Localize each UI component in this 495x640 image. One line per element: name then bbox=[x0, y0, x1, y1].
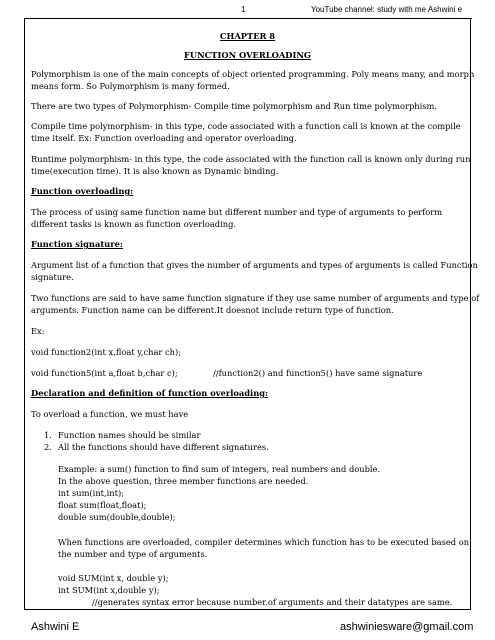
paragraph-line: Ex: bbox=[31, 326, 45, 336]
paragraph-line: time(execution time). It is also known as Dynamic binding. bbox=[31, 166, 279, 176]
paragraph-line: means form. So Polymorphism is many formed. bbox=[31, 81, 230, 91]
list-item: All the functions should have different signatures. bbox=[58, 442, 269, 452]
page-number: 1 bbox=[241, 5, 246, 14]
paragraph-line: There are two types of Polymorphism- Compile time polymorphism and Run time polymorphism. bbox=[31, 101, 438, 111]
example-line: Example: a sum() function to find sum of integers, real numbers and double. bbox=[58, 464, 381, 474]
paragraph-line: signature. bbox=[31, 272, 74, 282]
paragraph-line: different tasks is known as function overloading. bbox=[31, 219, 237, 229]
footer-email: ashwiniesware@gmail.com bbox=[340, 621, 474, 633]
paragraph-line: The process of using same function name but different number and type of arguments to perform bbox=[31, 207, 443, 217]
paragraph-line: Compile time polymorphism- in this type, code associated with a function call is known at the compile bbox=[31, 121, 461, 131]
footer-author: Ashwini E bbox=[31, 621, 80, 633]
example-line: the number and type of arguments. bbox=[58, 549, 208, 559]
section-heading: Function signature: bbox=[31, 239, 123, 249]
section-heading: Function overloading: bbox=[31, 186, 134, 196]
paragraph-line: Runtime polymorphism- in this type, the code associated with the function call is known only during run bbox=[31, 154, 471, 164]
example-line: int sum(int,int); bbox=[58, 488, 125, 498]
example-line: void SUM(int x, double y); bbox=[58, 573, 169, 583]
example-comment: //generates syntax error because number.of arguments and their datatypes are same. bbox=[92, 597, 453, 607]
paragraph-line: arguments. Function name can be different.It doesnot include return type of function. bbox=[31, 305, 394, 315]
paragraph-line: Argument list of a function that gives the number of arguments and types of arguments is called Function bbox=[31, 260, 478, 270]
channel-header: YouTube channel: study with me Ashwini e bbox=[311, 5, 463, 14]
list-item: Function names should be similar bbox=[58, 430, 201, 440]
paragraph-line: Two functions are said to have same function signature if they use same number of arguments and type of bbox=[31, 293, 480, 303]
example-line: When functions are overloaded, compiler determines which function has to be executed based on bbox=[58, 537, 470, 547]
list-number: 2. bbox=[44, 442, 52, 452]
page-title: FUNCTION OVERLOADING bbox=[183, 50, 312, 60]
example-line: float sum(float,float); bbox=[58, 500, 147, 510]
example-line: int SUM(int x,double y); bbox=[58, 585, 160, 595]
chapter-title: CHAPTER 8 bbox=[219, 31, 276, 41]
section-heading: Declaration and definition of function overloading: bbox=[31, 388, 269, 398]
paragraph-line: To overload a function, we must have bbox=[31, 409, 189, 419]
code-line: void function5(int a,float b,char c); bbox=[31, 368, 178, 378]
list-number: 1. bbox=[44, 430, 52, 440]
example-line: double sum(double,double); bbox=[58, 512, 176, 522]
code-comment: //function2() and function5() have same signature bbox=[213, 368, 423, 378]
paragraph-line: time itself. Ex: Function overloading and operator overloading. bbox=[31, 133, 297, 143]
code-line: void function2(int x,float y,char ch); bbox=[31, 347, 182, 357]
paragraph-line: Polymorphism is one of the main concepts of object oriented programming. Poly means many, and morph bbox=[31, 69, 475, 79]
example-line: In the above question, three member functions are needed. bbox=[58, 476, 309, 486]
